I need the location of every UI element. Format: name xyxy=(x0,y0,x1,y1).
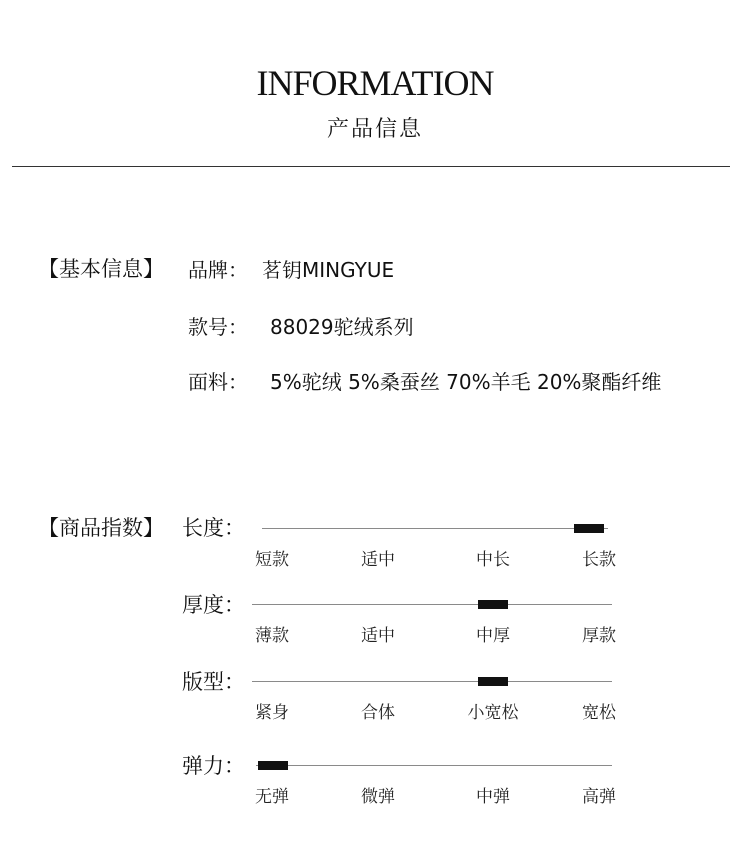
fabric-value: 5%驼绒 5%桑蚕丝 70%羊毛 20%聚酯纤维 xyxy=(270,370,662,394)
length-scale-track xyxy=(262,528,608,529)
elasticity-selected-marker xyxy=(258,761,288,770)
elasticity-option-0: 无弹 xyxy=(255,787,289,807)
thickness-option-2: 中厚 xyxy=(476,626,510,646)
header-title-zh: 产品信息 xyxy=(326,117,423,142)
elasticity-option-3: 高弹 xyxy=(582,787,616,807)
product-index-section-label: 【商品指数】 xyxy=(38,516,164,540)
length-option-3: 长款 xyxy=(582,550,616,570)
thickness-scale-label: 厚度： xyxy=(182,593,245,617)
brand-value: 茗钥MINGYUE xyxy=(262,258,395,282)
model-value: 88029驼绒系列 xyxy=(270,315,414,339)
fabric-row xyxy=(188,366,661,395)
elasticity-option-1: 微弹 xyxy=(361,787,395,807)
fit-option-2: 小宽松 xyxy=(467,703,519,723)
fit-selected-marker xyxy=(478,677,508,686)
brand-row xyxy=(188,254,394,283)
length-option-1: 适中 xyxy=(361,550,395,570)
fabric-label: 面料： xyxy=(188,370,248,394)
header-divider xyxy=(12,166,730,167)
header-title-en: INFORMATION xyxy=(256,63,494,103)
thickness-option-3: 厚款 xyxy=(582,626,616,646)
thickness-option-0: 薄款 xyxy=(255,626,289,646)
elasticity-option-2: 中弹 xyxy=(476,787,510,807)
fit-option-0: 紧身 xyxy=(255,703,289,723)
fit-scale-track xyxy=(252,681,612,682)
brand-label: 品牌： xyxy=(188,258,248,282)
length-selected-marker xyxy=(574,524,604,533)
model-row xyxy=(188,311,414,340)
length-scale-label: 长度： xyxy=(182,516,245,540)
length-option-2: 中长 xyxy=(476,550,510,570)
length-option-0: 短款 xyxy=(255,550,289,570)
thickness-scale-track xyxy=(252,604,612,605)
model-label: 款号： xyxy=(188,315,248,339)
fit-option-1: 合体 xyxy=(361,703,395,723)
thickness-option-1: 适中 xyxy=(361,626,395,646)
fit-option-3: 宽松 xyxy=(582,703,616,723)
elasticity-scale-label: 弹力： xyxy=(182,754,245,778)
fit-scale-label: 版型： xyxy=(182,670,245,694)
elasticity-scale-track xyxy=(256,765,612,766)
basic-info-section-label: 【基本信息】 xyxy=(38,257,164,281)
thickness-selected-marker xyxy=(478,600,508,609)
